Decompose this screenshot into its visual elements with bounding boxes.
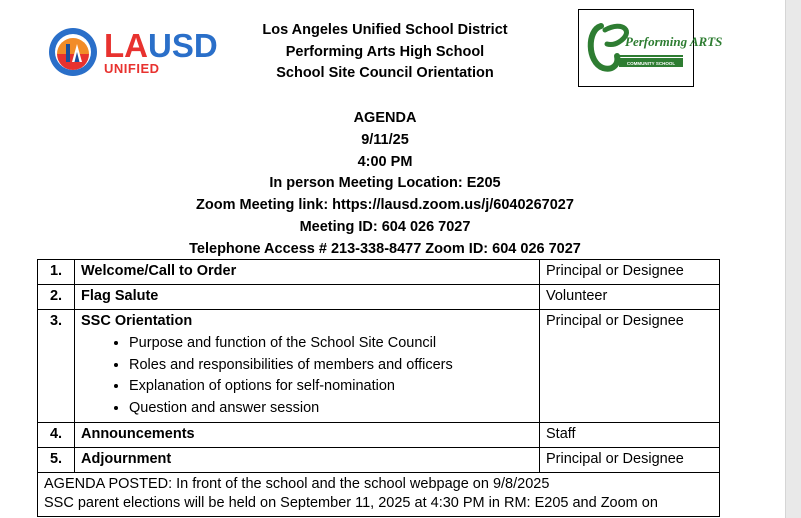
- performing-arts-logo-icon: [579, 10, 723, 86]
- table-row: [38, 448, 720, 473]
- table-row: [38, 260, 720, 285]
- item-title: Flag Salute: [75, 285, 540, 310]
- lausd-unified-label: UNIFIED: [104, 61, 160, 76]
- agenda-time: 4:00 PM: [357, 153, 413, 170]
- item-responsible: Principal or Designee: [540, 260, 720, 285]
- table-row: [38, 310, 720, 423]
- agenda-date: 9/11/25: [361, 131, 409, 148]
- list-item: • Question and answer session: [129, 398, 533, 420]
- agenda-title: AGENDA: [353, 110, 417, 126]
- table-row: [38, 285, 720, 310]
- logo-community-school-text: COMMUNITY SCHOOL: [626, 61, 676, 66]
- telephone-access: Telephone Access # 213-338-8477 Zoom ID: 604 026 7027: [189, 240, 581, 257]
- performing-arts-logo: [578, 9, 723, 87]
- item-number: 1.: [38, 260, 75, 285]
- table-row: [38, 473, 720, 517]
- agenda-posted-note: AGENDA POSTED: In front of the school and the school webpage on 9/8/2025: [44, 476, 550, 492]
- agenda-location: In person Meeting Location: E205: [269, 175, 501, 192]
- document-header: [200, 20, 570, 85]
- item-cell: [75, 310, 540, 423]
- list-item: • Explanation of options for self-nomination: [129, 376, 533, 398]
- logo-performing-text: Performing ARTS: [625, 34, 723, 49]
- list-item: • Roles and responsibilities of members and officers: [129, 355, 533, 377]
- item-responsible: Volunteer: [540, 285, 720, 310]
- school-name: Performing Arts High School: [285, 43, 485, 60]
- item-number: 2.: [38, 285, 75, 310]
- item-responsible: Principal or Designee: [540, 310, 720, 423]
- zoom-meeting-link[interactable]: Zoom Meeting link: https://lausd.zoom.us/j/6040267027: [196, 197, 574, 214]
- item-responsible: Staff: [540, 423, 720, 448]
- orientation-bullets: [81, 333, 533, 419]
- item-title: SSC Orientation: [81, 313, 193, 329]
- item-title: Adjournment: [75, 448, 540, 473]
- lausd-wordmark: LAUSD: [104, 27, 218, 64]
- item-title: Welcome/Call to Order: [75, 260, 540, 285]
- list-item: • Purpose and function of the School Site Council: [129, 333, 533, 355]
- district-name: Los Angeles Unified School District: [262, 22, 508, 38]
- table-row: [38, 423, 720, 448]
- item-title: Announcements: [75, 423, 540, 448]
- elections-note: SSC parent elections will be held on September 11, 2025 at 4:30 PM in RM: E205 and Zoom on: [44, 495, 658, 511]
- item-number: 3.: [38, 310, 75, 423]
- item-responsible: Principal or Designee: [540, 448, 720, 473]
- item-number: 5.: [38, 448, 75, 473]
- meeting-id: Meeting ID: 604 026 7027: [299, 218, 471, 235]
- lausd-seal-icon: [48, 27, 98, 77]
- agenda-table: [37, 259, 720, 517]
- event-name: School Site Council Orientation: [276, 65, 494, 81]
- viewer-scroll-edge[interactable]: [785, 0, 801, 518]
- footer-notes: [38, 473, 720, 517]
- item-number: 4.: [38, 423, 75, 448]
- agenda-info: [0, 108, 770, 261]
